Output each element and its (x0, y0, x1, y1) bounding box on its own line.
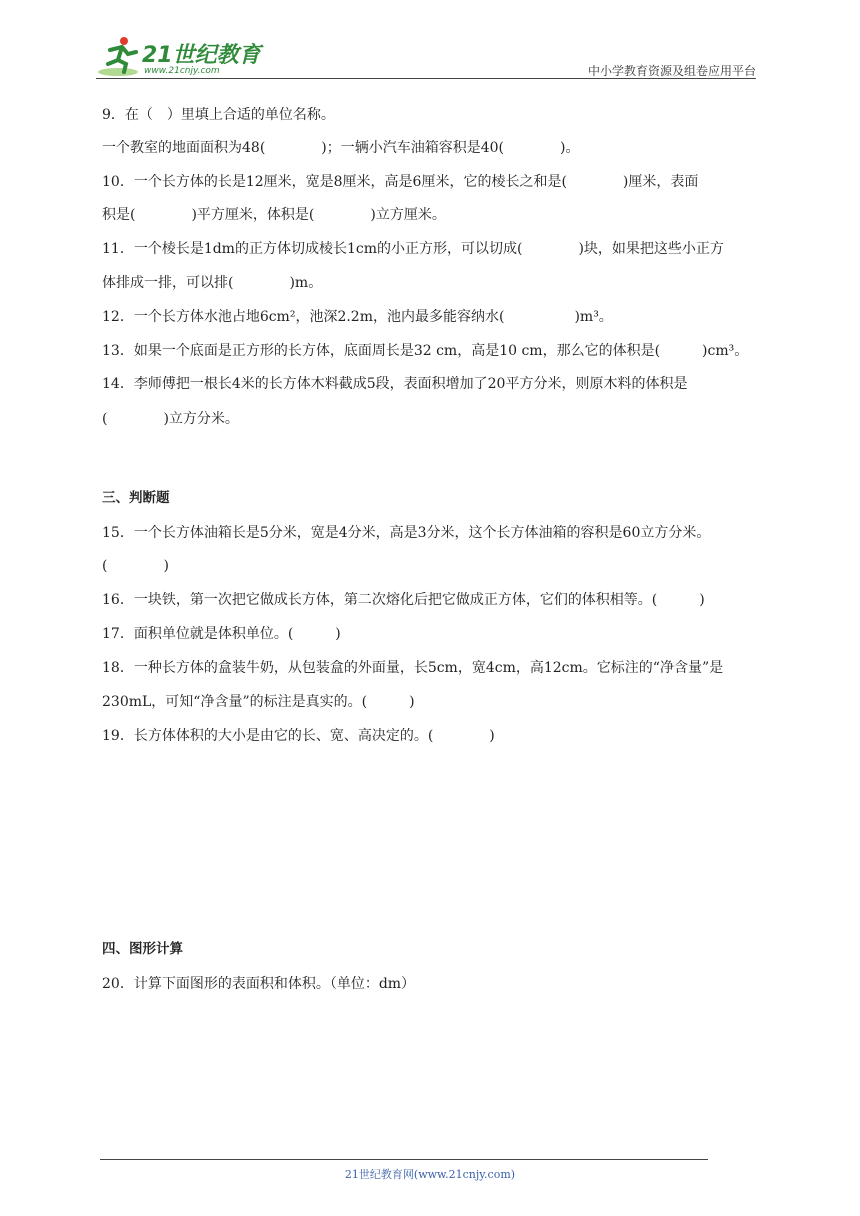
question-19: 19．长方体体积的大小是由它的长、宽、高决定的。( ) (102, 728, 495, 744)
question-16: 16．一块铁，第一次把它做成长方体，第二次熔化后把它做成正方体，它们的体积相等。( ) (102, 592, 705, 608)
question-14: 14．李师傅把一根长4米的长方体木料截成5段，表面积增加了20平方分米，则原木料的体积是 (102, 376, 688, 392)
platform-name: 中小学教育资源及组卷应用平台 (587, 64, 756, 78)
footer-divider (100, 1159, 708, 1160)
header-divider (96, 78, 756, 79)
question-14-cont: ( )立方分米。 (102, 411, 239, 427)
logo (96, 34, 266, 78)
runner-logo-icon (96, 34, 142, 78)
question-15: 15．一个长方体油箱长是5分米，宽是4分米，高是3分米，这个长方体油箱的容积是60立方分米。 (102, 525, 711, 541)
question-18: 18．一种长方体的盒装牛奶，从包装盒的外面量，长5cm，宽4cm，高12cm。它标注的“净含量”是 (102, 660, 724, 676)
question-12: 12．一个长方体水池占地6cm²，池深2.2m，池内最多能容纳水( )m³。 (102, 309, 613, 325)
question-9-items: 一个教室的地面面积为48( )；一辆小汽车油箱容积是40( )。 (102, 140, 580, 156)
question-9: 9．在（ ）里填上合适的单位名称。 (102, 107, 335, 123)
section-3-title: 三、判断题 (102, 490, 170, 506)
brand-url: www.21cnjy.com (144, 66, 220, 76)
brand-name: 21世纪教育 (142, 43, 261, 68)
question-17: 17．面积单位就是体积单位。( ) (102, 626, 341, 642)
question-11: 11．一个棱长是1dm的正方体切成棱长1cm的小正方形，可以切成( )块，如果把这些小正方 (102, 241, 724, 257)
footer-text: 21世纪教育网(www.21cnjy.com) (344, 1168, 516, 1181)
question-11-cont: 体排成一排，可以排( )m。 (102, 275, 323, 291)
page-header (96, 30, 756, 80)
question-15-blank: ( ) (102, 558, 169, 574)
question-10-cont: 积是( )平方厘米，体积是( )立方厘米。 (102, 207, 446, 223)
question-18-cont: 230mL，可知“净含量”的标注是真实的。( ) (102, 694, 415, 710)
question-20: 20．计算下面图形的表面积和体积。（单位：dm） (102, 976, 416, 992)
question-10: 10．一个长方体的长是12厘米，宽是8厘米，高是6厘米，它的棱长之和是( )厘米，表面 (102, 174, 699, 190)
section-4-title: 四、图形计算 (102, 941, 183, 957)
question-13: 13．如果一个底面是正方形的长方体，底面周长是32 cm，高是10 cm，那么它的体积是( )cm³。 (102, 343, 749, 359)
